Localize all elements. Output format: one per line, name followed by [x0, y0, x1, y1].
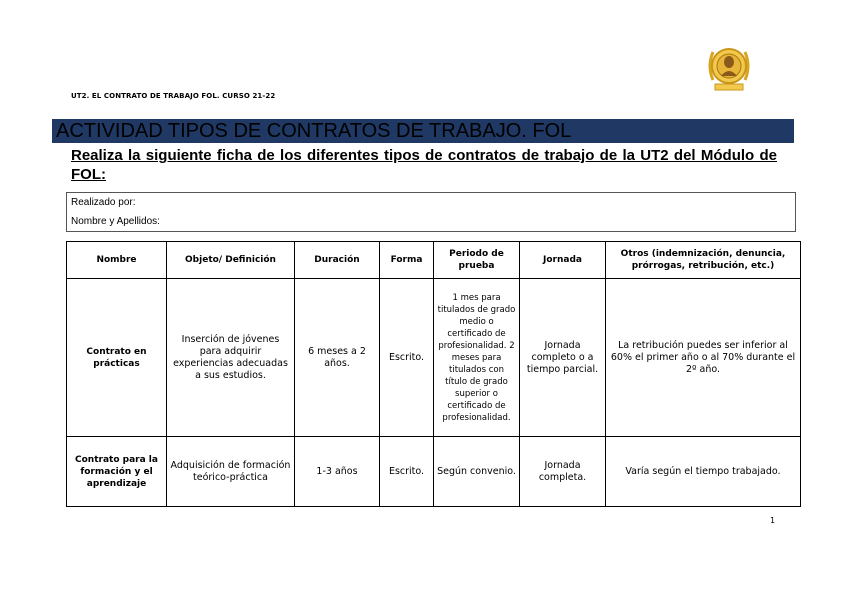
header-objeto: Objeto/ Definición — [167, 242, 295, 279]
instruction-text: Realiza la siguiente ficha de los diferentes tipos de contratos de trabajo de la UT2 del Módulo de FOL: — [71, 147, 777, 183]
header-jornada: Jornada — [520, 242, 606, 279]
table-row — [67, 279, 801, 437]
header-forma: Forma — [380, 242, 434, 279]
cell-jornada: Jornada completo o a tiempo parcial. — [520, 279, 606, 437]
nombre-field[interactable]: Nombre y Apellidos: — [71, 216, 160, 227]
school-seal-icon — [705, 40, 753, 96]
cell-forma: Escrito. — [380, 279, 434, 437]
course-header: UT2. EL CONTRATO DE TRABAJO FOL. CURSO 21-22 — [71, 92, 276, 100]
cell-jornada: Jornada completa. — [520, 437, 606, 507]
cell-objeto: Inserción de jóvenes para adquirir experiencias adecuadas a sus estudios. — [167, 279, 295, 437]
student-info-box — [66, 192, 796, 232]
realizado-field[interactable]: Realizado por: — [71, 197, 136, 208]
page-number: 1 — [770, 516, 776, 525]
cell-prueba: Según convenio. — [434, 437, 520, 507]
cell-duracion: 6 meses a 2 años. — [295, 279, 380, 437]
cell-otros: La retribución puedes ser inferior al 60% el primer año o al 70% durante el 2º año. — [606, 279, 801, 437]
cell-nombre: Contrato en prácticas — [67, 279, 167, 437]
cell-prueba: 1 mes para titulados de grado medio o certificado de profesionalidad. 2 meses para titulados con título de grado superior o certificado de profesionalidad. — [434, 279, 520, 437]
activity-banner: ACTIVIDAD TIPOS DE CONTRATOS DE TRABAJO. FOL — [52, 119, 794, 143]
cell-duracion: 1-3 años — [295, 437, 380, 507]
header-otros: Otros (indemnización, denuncia, prórrogas, retribución, etc.) — [606, 242, 801, 279]
cell-nombre: Contrato para la formación y el aprendizaje — [67, 437, 167, 507]
table-row — [67, 437, 801, 507]
contracts-table — [66, 241, 801, 507]
cell-forma: Escrito. — [380, 437, 434, 507]
header-duracion: Duración — [295, 242, 380, 279]
header-prueba: Periodo de prueba — [434, 242, 520, 279]
cell-objeto: Adquisición de formación teórico-práctica — [167, 437, 295, 507]
header-nombre: Nombre — [67, 242, 167, 279]
cell-otros: Varía según el tiempo trabajado. — [606, 437, 801, 507]
table-header-row — [67, 242, 801, 279]
